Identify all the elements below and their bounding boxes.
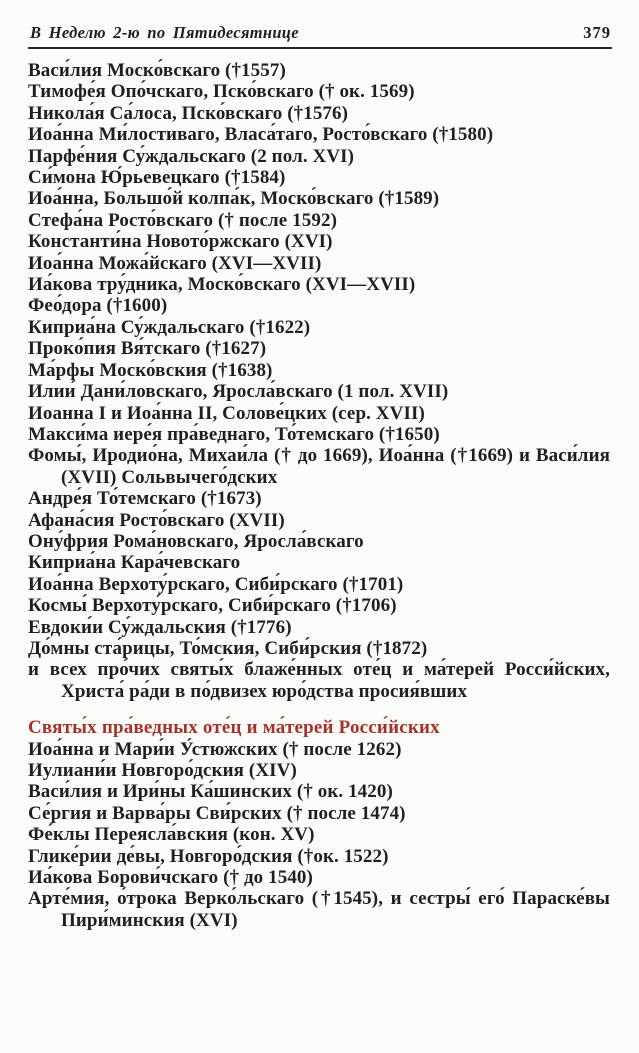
saint-entry: Космы́ Верхоту́рскаго, Сиби́рскаго (†1706) (28, 595, 397, 617)
saint-entry: Иоа́нна и Мари́и У́стюжских († после 1262) (28, 738, 402, 760)
saint-entry: Иоа́нна Можа́йскаго (XVI—XVII) (28, 252, 322, 274)
saint-entry: Фе́клы Переясла́вския (кон. XV) (28, 824, 315, 846)
saints-list-fools-for-christ (28, 60, 610, 702)
saint-entry: Константи́на Новото́ржскаго (XVI) (28, 231, 333, 253)
saint-entry: Илии́ Дани́ловскаго, Яросла́вскаго (1 пол. XVII) (28, 381, 449, 403)
page-number: 379 (583, 23, 611, 42)
saint-entry: Глике́рии де́вы, Новгоро́дския (†ок. 1522) (28, 845, 389, 867)
header-rule (28, 47, 612, 49)
saint-entry: До́мны ста́рицы, То́мския, Сиби́рския (†1872) (28, 637, 428, 659)
running-title: В Неделю 2-ю по Пятидесятнице (30, 23, 299, 42)
saint-entry: Иоанна I и Иоа́нна II, Солове́цких (сер. XVII) (28, 402, 425, 424)
saint-entry: Фео́дора (†1600) (28, 295, 168, 317)
saint-entry: Макси́ма иере́я пра́веднаго, То́темскаго (†1650) (28, 423, 440, 445)
saint-entry: и всех про́чих святы́х блаже́нных оте́ц и ма́терей Росси́йских, Христа́ ра́ди в по́двизех юро́дства просия́вших (28, 659, 610, 702)
saint-entry: Иа́кова тру́дника, Моско́вскаго (XVI—XVII) (28, 274, 416, 296)
saint-entry: Киприа́на Кара́чевскаго (28, 552, 241, 574)
page-body (28, 60, 610, 931)
saint-entry: Проко́пия Вя́тскаго (†1627) (28, 338, 267, 360)
saint-entry: Иоа́нна, Большо́й колпа́к, Моско́вскаго (†1589) (28, 188, 440, 210)
saint-entry: Васи́лия Моско́вскаго (†1557) (28, 60, 286, 81)
saint-entry: Васи́лия и Ири́ны Ка́шинских († ок. 1420) (28, 781, 393, 803)
running-header (0, 0, 639, 47)
saint-entry: Ма́рфы Моско́вския (†1638) (28, 359, 273, 381)
saint-entry: Иа́кова Борови́чскаго († до 1540) (28, 867, 313, 889)
saint-entry: Никола́я Са́лоса, Пско́вскаго (†1576) (28, 102, 349, 124)
saint-entry: Стефа́на Росто́вскаго († после 1592) (28, 209, 338, 231)
saint-entry: Тимофе́я Опо́чскаго, Пско́вскаго († ок. 1569) (28, 81, 415, 103)
saint-entry: Иулиани́и Новгоро́дския (XIV) (28, 760, 297, 781)
saint-entry: Афана́сия Росто́вскаго (XVII) (28, 509, 285, 531)
saint-entry: Се́ргия и Варва́ры Сви́рских († после 1474) (28, 802, 406, 824)
saint-entry: Фомы́, Иродио́на, Михаи́ла († до 1669), Иоа́нна (†1669) и Васи́лия (XVII) Сольвычего́дских (28, 445, 610, 488)
saint-entry: Си́мона Ю́рьевецкаго (†1584) (28, 167, 286, 189)
saint-entry: Иоа́нна Ми́лостиваго, Власа́таго, Росто́вскаго (†1580) (28, 124, 494, 146)
section-heading: Святы́х пра́ведных оте́ц и ма́терей Росси́йских (28, 717, 440, 739)
saint-entry: Киприа́на Су́ждальскаго (†1622) (28, 316, 311, 338)
saint-entry: Андре́я То́темскаго (†1673) (28, 488, 262, 510)
saint-entry: Арте́мия, о́трока Верко́льскаго (†1545), и сестры́ его́ Параске́вы Пири́минския (XVI) (28, 888, 610, 931)
saint-entry: Парфе́ния Су́ждальскаго (2 пол. XVI) (28, 145, 355, 167)
saint-entry: Иоа́нна Верхоту́рскаго, Сиби́рскаго (†1701) (28, 573, 404, 595)
saint-entry: Евдоки́и Су́ждальския (†1776) (28, 616, 292, 638)
saints-list-righteous-fathers-mothers (28, 739, 610, 932)
saint-entry: Ону́фрия Рома́новскаго, Яросла́вскаго (28, 530, 364, 552)
